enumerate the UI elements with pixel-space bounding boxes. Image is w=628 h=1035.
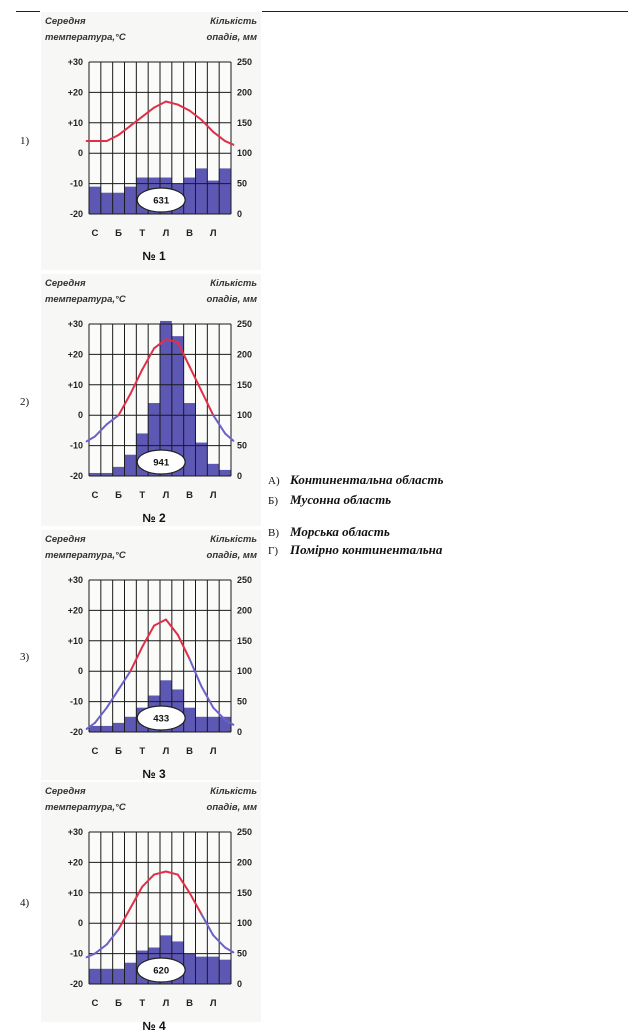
- answer-text: Континентальна область: [290, 472, 444, 487]
- precipitation-axis-title-line1: Кількість: [210, 16, 257, 27]
- precipitation-bar: [113, 969, 125, 984]
- precipitation-axis-title-line2: опадів, мм: [206, 294, 257, 305]
- precipitation-tick-label: 250: [237, 575, 253, 585]
- precipitation-bar: [101, 193, 113, 214]
- climate-chart-svg: [41, 274, 261, 526]
- temperature-tick-label: -20: [69, 979, 83, 989]
- answer-letter: А): [268, 475, 280, 487]
- precipitation-tick-label: 200: [237, 605, 253, 616]
- precipitation-tick-label: 0: [237, 727, 243, 737]
- temperature-tick-label: 0: [77, 918, 83, 929]
- answer-text: Помірно континентальна: [290, 542, 443, 557]
- chart-caption: № 4: [142, 1019, 166, 1033]
- precipitation-tick-label: 100: [237, 410, 253, 421]
- precipitation-tick-label: 150: [237, 379, 253, 390]
- temperature-tick-label: +30: [67, 319, 83, 329]
- climate-chart-svg: [41, 12, 261, 270]
- precipitation-bar: [219, 470, 231, 476]
- temperature-axis-title-line1: Середня: [45, 534, 86, 545]
- precipitation-bar: [184, 403, 196, 476]
- precipitation-bar: [113, 467, 125, 476]
- temperature-axis-title: [45, 534, 126, 561]
- answer-text: Мусонна область: [290, 492, 392, 507]
- temperature-axis-title: [45, 16, 126, 43]
- precipitation-tick-label: 100: [237, 666, 253, 677]
- question-number-2: 2): [20, 396, 30, 408]
- temperature-tick-label: -10: [69, 178, 83, 189]
- temperature-axis-title-line1: Середня: [45, 16, 86, 27]
- temperature-tick-label: -10: [69, 696, 83, 707]
- climate-chart-3: [41, 530, 261, 780]
- precipitation-axis-title-line1: Кількість: [210, 786, 257, 797]
- precipitation-tick-label: 200: [237, 857, 253, 868]
- precipitation-bar: [207, 181, 219, 214]
- temperature-tick-label: -10: [69, 440, 83, 451]
- precipitation-tick-label: 200: [237, 87, 253, 98]
- chart-caption: № 1: [142, 249, 166, 263]
- month-label: Л: [162, 746, 170, 757]
- month-label: С: [91, 998, 99, 1009]
- precipitation-axis-title-line2: опадів, мм: [206, 550, 257, 561]
- precipitation-bar: [125, 187, 137, 214]
- precipitation-tick-label: 250: [237, 57, 253, 67]
- precipitation-axis-title: [207, 534, 258, 561]
- precipitation-tick-label: 200: [237, 349, 253, 360]
- precipitation-tick-label: 0: [237, 979, 243, 989]
- precipitation-tick-label: 50: [237, 948, 248, 959]
- precipitation-bar: [101, 726, 113, 732]
- precipitation-bar: [196, 717, 208, 732]
- precipitation-axis-title: [207, 16, 258, 43]
- month-label: С: [91, 746, 99, 757]
- precipitation-bar: [207, 464, 219, 476]
- annual-total-label: 433: [153, 713, 170, 725]
- precipitation-tick-label: 150: [237, 887, 253, 898]
- temperature-tick-label: -20: [69, 471, 83, 481]
- answer-option-a: [268, 472, 443, 488]
- precipitation-tick-label: 250: [237, 827, 253, 837]
- precipitation-bar: [89, 969, 101, 984]
- month-label: Т: [139, 228, 146, 239]
- climate-chart-svg: [41, 530, 261, 780]
- precipitation-axis-title: [207, 786, 258, 813]
- precipitation-tick-label: 50: [237, 440, 248, 451]
- question-number-1: 1): [20, 135, 30, 147]
- month-label: В: [186, 228, 194, 239]
- month-label: Л: [209, 746, 217, 757]
- precipitation-bar: [184, 178, 196, 214]
- annual-total-label: 631: [153, 195, 170, 207]
- temperature-tick-label: -20: [69, 727, 83, 737]
- precipitation-bar: [196, 957, 208, 984]
- climate-chart-4: [41, 782, 261, 1033]
- precipitation-tick-label: 250: [237, 319, 253, 329]
- month-label: Л: [162, 490, 170, 501]
- climate-chart-2: [41, 274, 261, 526]
- chart-caption: № 3: [142, 767, 166, 781]
- temperature-tick-label: +30: [67, 575, 83, 585]
- temperature-axis-title-line1: Середня: [45, 786, 86, 797]
- answer-letter: Б): [268, 495, 278, 507]
- precipitation-axis-title-line1: Кількість: [210, 278, 257, 289]
- answer-letter: Г): [268, 545, 279, 557]
- month-label: Л: [209, 998, 217, 1009]
- answer-text: Морська область: [290, 524, 390, 539]
- precipitation-bar: [219, 960, 231, 984]
- temperature-axis-title-line2: температура,°С: [45, 32, 126, 43]
- answer-letter: В): [268, 527, 279, 539]
- temperature-tick-label: +10: [67, 887, 83, 898]
- temperature-tick-label: -20: [69, 209, 83, 219]
- month-label: Л: [209, 228, 217, 239]
- precipitation-bar: [125, 717, 137, 732]
- month-label: Б: [115, 228, 122, 239]
- temperature-tick-label: 0: [77, 410, 83, 421]
- question-number-3: 3): [20, 651, 30, 663]
- precipitation-bar: [207, 957, 219, 984]
- month-label: В: [186, 998, 194, 1009]
- temperature-axis-title-line2: температура,°С: [45, 294, 126, 305]
- precipitation-bar: [196, 443, 208, 476]
- month-label: Т: [139, 490, 146, 501]
- annual-total-label: 941: [153, 457, 170, 469]
- temperature-tick-label: +30: [67, 827, 83, 837]
- precipitation-axis-title-line2: опадів, мм: [206, 32, 257, 43]
- precipitation-axis-title-line1: Кількість: [210, 534, 257, 545]
- precipitation-tick-label: 150: [237, 117, 253, 128]
- precipitation-tick-label: 50: [237, 178, 248, 189]
- precipitation-bar: [196, 168, 208, 214]
- temperature-tick-label: +20: [67, 857, 83, 868]
- annual-total-label: 620: [153, 965, 170, 977]
- month-label: Б: [115, 490, 122, 501]
- month-label: Б: [115, 746, 122, 757]
- temperature-tick-label: 0: [77, 148, 83, 159]
- precipitation-bar: [125, 455, 137, 476]
- precipitation-axis-title-line2: опадів, мм: [206, 802, 257, 813]
- temperature-tick-label: +10: [67, 117, 83, 128]
- temperature-axis-title: [45, 278, 126, 305]
- temperature-tick-label: +20: [67, 349, 83, 360]
- month-label: Т: [139, 998, 146, 1009]
- precipitation-tick-label: 100: [237, 148, 253, 159]
- precipitation-bar: [89, 187, 101, 214]
- temperature-axis-title-line2: температура,°С: [45, 802, 126, 813]
- chart-caption: № 2: [142, 511, 166, 525]
- precipitation-bar: [219, 168, 231, 214]
- month-label: Л: [209, 490, 217, 501]
- precipitation-axis-title: [207, 278, 258, 305]
- temperature-tick-label: -10: [69, 948, 83, 959]
- top-rule-right: [262, 11, 628, 12]
- month-label: Т: [139, 746, 146, 757]
- temperature-axis-title: [45, 786, 126, 813]
- precipitation-bar: [207, 717, 219, 732]
- month-label: С: [91, 490, 99, 501]
- temperature-tick-label: +20: [67, 87, 83, 98]
- temperature-tick-label: +30: [67, 57, 83, 67]
- precipitation-tick-label: 150: [237, 635, 253, 646]
- temperature-axis-title-line1: Середня: [45, 278, 86, 289]
- month-label: В: [186, 490, 194, 501]
- month-label: Л: [162, 998, 170, 1009]
- climate-chart-svg: [41, 782, 261, 1033]
- month-label: Л: [162, 228, 170, 239]
- climate-chart-1: [41, 12, 261, 270]
- temperature-tick-label: +20: [67, 605, 83, 616]
- month-label: В: [186, 746, 194, 757]
- precipitation-tick-label: 100: [237, 918, 253, 929]
- temperature-tick-label: 0: [77, 666, 83, 677]
- month-label: Б: [115, 998, 122, 1009]
- temperature-tick-label: +10: [67, 635, 83, 646]
- precipitation-tick-label: 0: [237, 471, 243, 481]
- top-rule-left: [16, 11, 40, 12]
- temperature-axis-title-line2: температура,°С: [45, 550, 126, 561]
- month-label: С: [91, 228, 99, 239]
- precipitation-bar: [113, 193, 125, 214]
- precipitation-bar: [101, 969, 113, 984]
- question-number-4: 4): [20, 897, 30, 909]
- precipitation-tick-label: 0: [237, 209, 243, 219]
- precipitation-bar: [125, 963, 137, 984]
- temperature-tick-label: +10: [67, 379, 83, 390]
- answer-option-b: [268, 492, 391, 508]
- answer-option-h: [268, 542, 442, 558]
- answer-option-v: [268, 524, 390, 540]
- precipitation-bar: [113, 723, 125, 732]
- precipitation-tick-label: 50: [237, 696, 248, 707]
